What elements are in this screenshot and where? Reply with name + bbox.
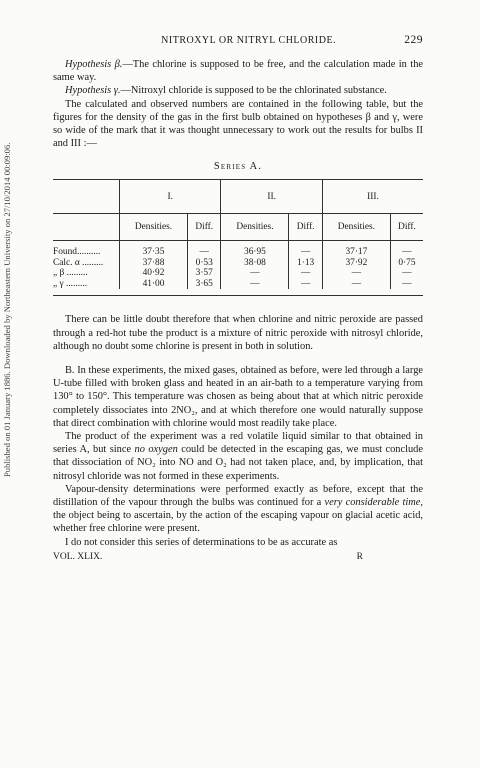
volume-label: VOL. XLIX. — [53, 551, 103, 562]
group-header: I. — [120, 180, 221, 214]
emphasis-considerable-time: very considerable time, — [324, 497, 423, 509]
running-title: NITROXYL OR NITRYL CHLORIDE. — [161, 35, 337, 46]
group-header: II. — [221, 180, 322, 214]
col-header: Densities. — [221, 214, 289, 241]
table-row: „ β ......... 40·92 3·57 — — — — — [53, 268, 423, 279]
hypothesis-gamma — [53, 84, 423, 97]
download-notice: Published on 01 January 1886. Downloaded by Northeastern University on 27/10/2014 00:09:06. — [2, 142, 12, 478]
col-header: Densities. — [120, 214, 188, 241]
conclusion-paragraph: There can be little doubt therefore that when chlorine and nitric peroxide are passed through a red-hot tube the product is a mixture of nitric peroxide with nitrosyl chloride, although no doubt some chlorine is present in both in solution. — [53, 314, 423, 352]
density-table — [53, 179, 423, 289]
hyp-gamma-text: —Nitroxyl chloride is supposed to be the chlorinated substance. — [120, 85, 387, 97]
hyp-beta-text: —The chlorine is supposed to be free, and the calculation made in the same way. — [53, 59, 423, 84]
table-row: Found.......... 37·35 — 36·95 — 37·17 — — [53, 241, 423, 258]
page-content — [53, 34, 423, 562]
running-header — [53, 34, 423, 46]
page-number: 229 — [404, 34, 423, 46]
col-header: Diff. — [390, 214, 423, 241]
hypothesis-beta — [53, 58, 423, 84]
intro-paragraph: The calculated and observed numbers are contained in the following table, but the figures for the density of the gas in the first bulb obtained on hypotheses β and γ, were so wide of the mark that it was thought unnecessary to work out the results for bulbs II and III :— — [53, 98, 423, 150]
series-b-paragraph: B. In these experiments, the mixed gases, obtained as before, were led through a large U-tube filled with broken glass and heated in an air-bath to a temperature varying from 130° to 150°. This temperature was chosen as being about that at which nitric peroxide completely dissociates into 2NO₂, and at which therefore one would naturally suppose that direct combination with chlorine would most readily take place. — [53, 365, 423, 429]
vapour-density-paragraph: Vapour-density determinations were performed exactly as before, except that the distillation of the vapour through the bulbs was continued for a very considerable time, the object being to ascertain, by the action of the escaping vapour on glacial acetic acid, whether free chlorine were present. — [53, 483, 423, 535]
col-header: Diff. — [188, 214, 221, 241]
last-line-paragraph: I do not consider this series of determinations to be as accurate as — [65, 536, 338, 548]
emphasis-no-oxygen: no oxygen — [134, 444, 178, 456]
col-header: Diff. — [289, 214, 322, 241]
hyp-beta-label: Hypothesis β. — [65, 59, 123, 70]
hyp-gamma-label: Hypothesis γ. — [65, 85, 121, 97]
series-title: Series A. — [213, 161, 263, 173]
group-header: III. — [322, 180, 423, 214]
table-row: Calc. α ......... 37·88 0·53 38·08 1·13 37·92 0·75 — [53, 258, 423, 269]
table-row: „ γ ......... 41·00 3·65 — — — — — [53, 279, 423, 290]
page-footer — [53, 552, 423, 562]
product-paragraph: The product of the experiment was a red volatile liquid similar to that obtained in series A, but since no oxygen could be detected in the escaping gas, we must conclude that dissociation of NO₂ into NO and O₂ had not taken place, and, by implication, that nitrosyl chloride was not formed in these experiments. — [53, 431, 423, 482]
signature-mark: R — [356, 551, 363, 562]
col-header: Densities. — [322, 214, 390, 241]
